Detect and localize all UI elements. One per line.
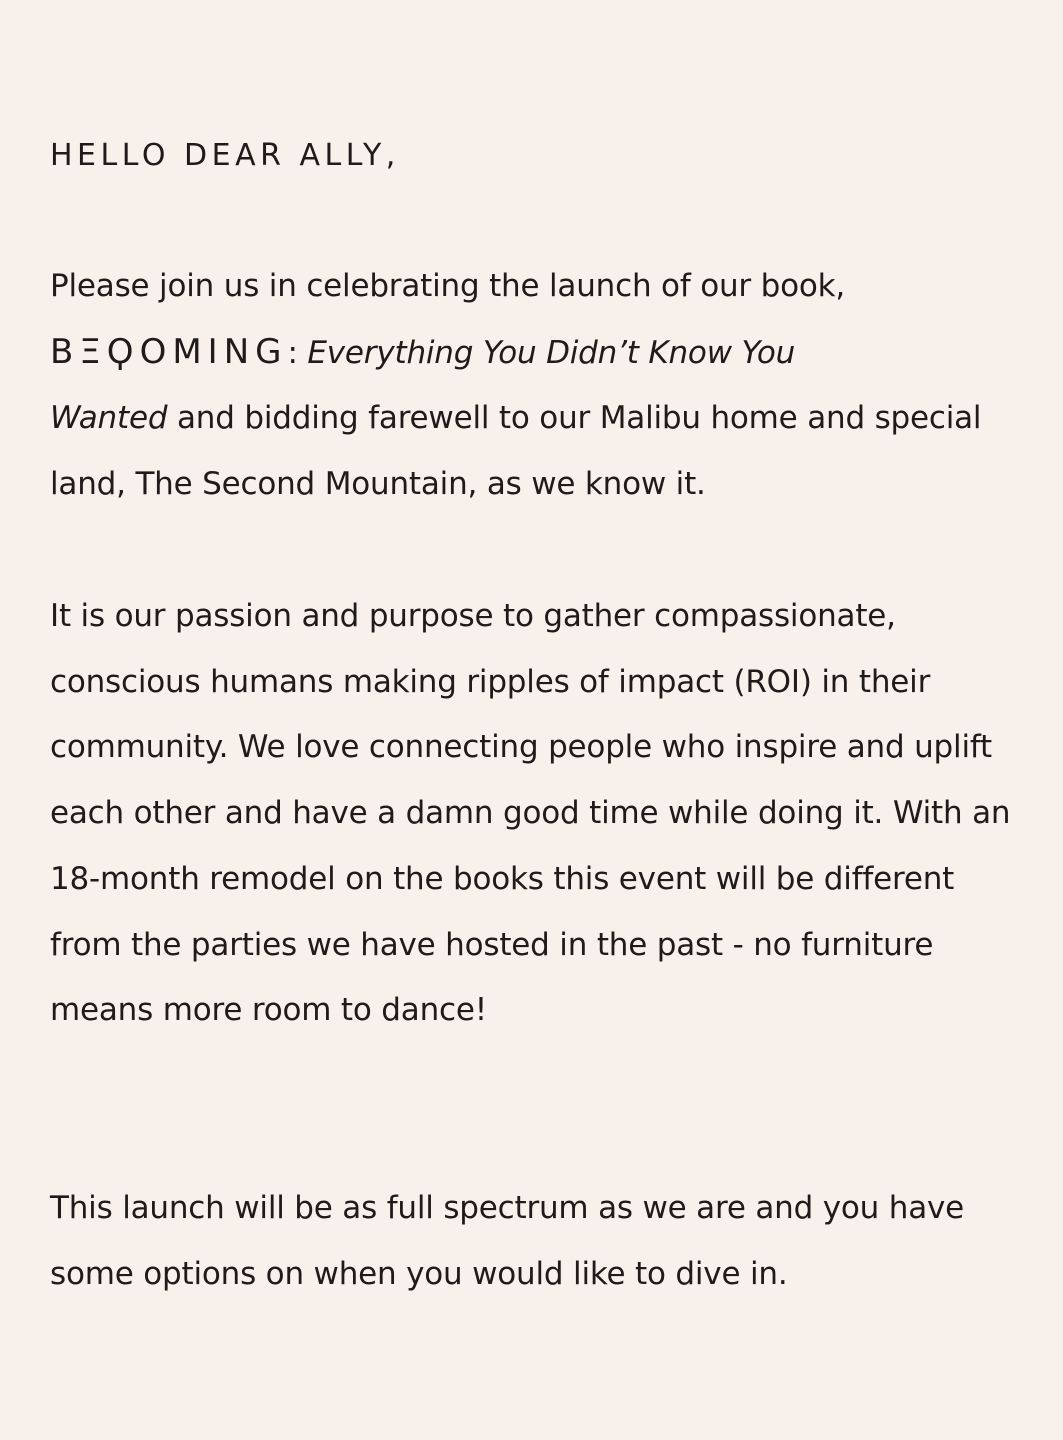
farewell-text: and bidding farewell to our Malibu home and special land, The Second Mountain, as we know it. bbox=[50, 400, 982, 503]
paragraph-book-launch bbox=[50, 254, 1018, 518]
book-subtitle-line1: Everything You Didn’t Know You bbox=[307, 334, 796, 371]
book-subtitle-line2: Wanted bbox=[50, 400, 168, 437]
paragraph-launch-options: This launch will be as full spectrum as we are and you have some options on when you would like to dive in. bbox=[50, 1190, 965, 1292]
intro-text: Please join us in celebrating the launch of our book, bbox=[50, 268, 846, 304]
paragraph-passion-purpose: It is our passion and purpose to gather compassionate, conscious humans making ripples of impact (ROI) in their community. We love connecting people who inspire and uplift each other and have a damn good time while doing it. With an 18-month remodel on the books this event will be different from the parties we have hosted in the past - no furniture means more room to dance! bbox=[50, 598, 1011, 1029]
book-brand-logo: BΞϘOMING bbox=[50, 331, 288, 372]
greeting-heading: HELLO DEAR ALLY, bbox=[50, 138, 400, 173]
title-colon: : bbox=[287, 334, 308, 371]
